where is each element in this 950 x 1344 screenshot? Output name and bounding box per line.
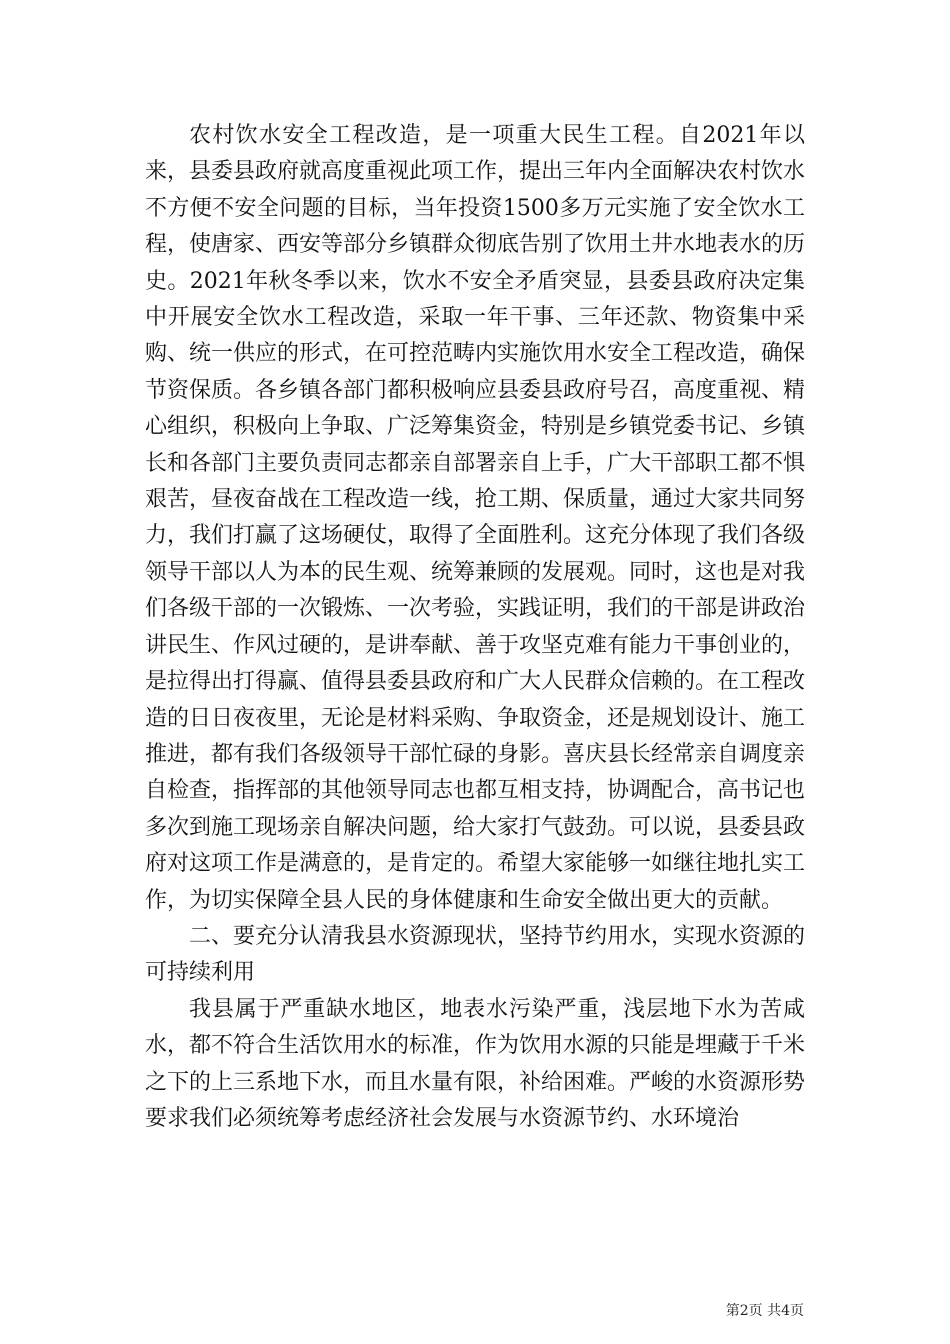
section-heading-water-resources: 二、要充分认清我县水资源现状，坚持节约用水，实现水资源的可持续利用 [145, 923, 806, 986]
paragraph-rural-water-project: 农村饮水安全工程改造，是一项重大民生工程。自2021年以来，县委县政府就高度重视此项工作，提出三年内全面解决农村饮水不方便不安全问题的目标，当年投资1500多万元实施了安全饮水工程，使唐家、西安等部分乡镇群众彻底告别了饮用土井水地表水的历史。2021年秋冬季以来，饮水不安全矛盾突显，县委县政府决定集中开展安全饮水工程改造，采取一年干事、三年还款、物资集中采购、统一供应的形式，在可控范畴内实施饮用水安全工程改造，确保节资保质。各乡镇各部门都积极响应县委县政府号召，高度重视、精心组织，积极向上争取、广泛筹集资金，特别是乡镇党委书记、乡镇长和各部门主要负责同志都亲自部署亲自上手，广大干部职工都不惧艰苦，昼夜奋战在工程改造一线，抢工期、保质量，通过大家共同努力，我们打赢了这场硬仗，取得了全面胜利。这充分体现了我们各级领导干部以人为本的民生观、统筹兼顾的发展观。同时，这也是对我们各级干部的一次锻炼、一次考验，实践证明，我们的干部是讲政治讲民生、作风过硬的，是讲奉献、善于攻坚克难有能力干事创业的，是拉得出打得赢、值得县委县政府和广大人民群众信赖的。在工程改造的日日夜夜里，无论是材料采购、争取资金，还是规划设计、施工推进，都有我们各级领导干部忙碌的身影。喜庆县长经常亲自调度亲自检查，指挥部的其他领导同志也都互相支持，协调配合，高书记也多次到施工现场亲自解决问题，给大家打气鼓劲。可以说，县委县政府对这项工作是满意的，是肯定的。希望大家能够一如继往地扎实工作，为切实保障全县人民的身体健康和生命安全做出更大的贡献。 [145, 123, 806, 913]
paragraph-water-shortage: 我县属于严重缺水地区，地表水污染严重，浅层地下水为苦咸水，都不符合生活饮用水的标准，作为饮用水源的只能是埋藏于千米之下的上三系地下水，而且水量有限，补给困难。严峻的水资源形势要求我们必须统筹考虑经济社会发展与水资源节约、水环境治 [145, 996, 806, 1131]
document-body [145, 118, 805, 1137]
page-number-footer: 第2页 共4页 [725, 1303, 804, 1319]
